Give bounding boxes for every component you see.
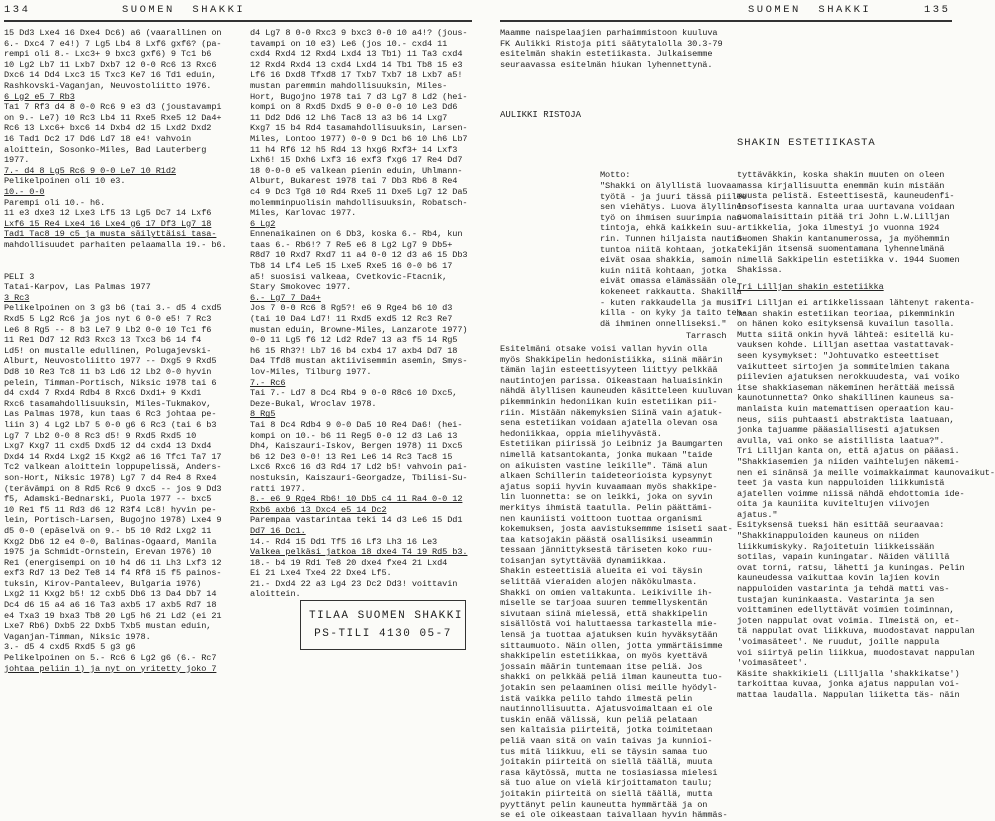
text-line: vaikutteet sirtojen ja sommitelmien takana (737, 361, 950, 372)
text-line: Lf6 16 Dxd8 Tfxd8 17 Txb7 Txb7 18 Lxb7 a5! (250, 70, 463, 81)
text-line: jotakin sen pelaaminen olisi meille hyödyl- (500, 683, 718, 693)
text-line: 14.- Rd4 15 Dd1 Tf5 16 Lf3 Lh3 16 Le3 (250, 536, 438, 547)
text-line: Lxe7 Rb6) Dxb5 22 Dxb5 Txb5 mustan eduin, (4, 621, 212, 632)
text-line: son-Hort, Niksic 1978) Lg7 7 d4 Re4 8 Rxe4 (4, 472, 217, 483)
game-notes-column-2 (250, 28, 486, 600)
text-line: tus mitä liikkuu, eli se täysin samaa tuo (500, 746, 708, 757)
text-line: 11 Re1 Dd7 12 Rd3 Rxc3 13 Txc3 b6 14 f4 (4, 335, 202, 346)
text-line: joten nappulat ovat voimia. Ilmeistä on, et- (737, 615, 960, 626)
text-line: dä ihminen onnelliseksi." (600, 318, 727, 329)
text-line: tessaan jännittyksestä täriseten koko ruu- (500, 545, 713, 556)
text-line: tä nappulat ovat liikkuva, muodostavat nappulan (737, 626, 975, 637)
text-line: Pelikelpoinen on 5.- Rc6 6 Lg2 g6 (6.- Rc7 (4, 653, 217, 664)
text-line: Ta1 7 Rf3 d4 8 0-0 Rc6 9 e3 d3 (joustavampi (4, 102, 222, 113)
text-line: eivät omassa elämässään ole (600, 276, 737, 287)
text-line: Dc4 d6 15 a4 a6 16 Ta3 axb5 17 axb5 Rd7 18 (4, 600, 217, 611)
text-line: cxd4 Rxd4 12 Rxd4 Lxd4 13 Tb1) 11 Ta3 cxd4 (250, 49, 463, 60)
text-line: shakkipelin estetiikkaa, on myös kyettävä (500, 651, 708, 662)
text-line: mustan eduin, Browne-Miles, Lanzarote 1977) (250, 324, 468, 335)
text-line: on hänen koko esityksensä kuvailun tasolla. (737, 319, 955, 330)
text-line: tämän lajin esteettisyyteen liittyy pelkkää (500, 365, 718, 376)
text-line: peliä vaan sitä on vain taivas ja kunnioi- (500, 735, 713, 746)
article-column-3 (500, 344, 733, 821)
text-line: työ on ihmisen suurimpia nau- (600, 212, 747, 223)
text-line: Mutta siitä onkin hyvä lähteä: esitellä ku- (737, 329, 955, 340)
text-line: toisanjan sytyttävää dynamiikkaa. (500, 555, 667, 566)
text-line: 8.- e6 9 Rge4 Rb6! 10 Db5 c4 11 Ra4 0-0 12 (250, 494, 463, 505)
text-line: Rxd5 5 Lg2 Rc6 ja jos nyt 6 0-0 e5! 7 Rc3 (4, 314, 212, 325)
text-line: kokeneet rakkautta. Shakilla (600, 286, 742, 297)
text-line: Alburt, Neuvostoliitto 1977 -- Dxg5 9 Rxd5 (4, 356, 217, 367)
text-line: kuin niitä kohtaan, jotka (600, 265, 727, 276)
text-line: manlaista kuin matemattisen operaation kau- (737, 403, 955, 414)
text-line: johtaa peliin 1) ja nyt on yritetty joko 7 (4, 663, 217, 674)
text-line: 6 Lg2 e5 7 Rb3 (4, 91, 75, 102)
motto-author: Tarrasch (686, 331, 727, 341)
text-line: Esitelmäni otsake voisi vallan hyvin olla (500, 344, 708, 354)
text-line: kokemuksen, josta aavistuksemmme isiseti saat- (500, 524, 733, 535)
text-line: tuntoa niitä kohtaan, jotka (600, 244, 737, 255)
text-line: liin 3) 4 Lg2 Lb7 5 0-0 g6 6 Rc3 (tai 6 b3 (4, 419, 217, 430)
text-line: teet ja vasta kun nappuloiden liikkumistä (737, 478, 945, 489)
text-line: nen kauniisti voittoon tuottaa organismi (500, 513, 703, 524)
text-line: 12 Rxd4 Rxd4 13 cxd4 Lxd4 14 Tb1 Tb8 15 e3 (250, 59, 463, 70)
subscription-line-2: PS-TILI 4130 05-7 (314, 628, 452, 640)
running-title-right: SUOMEN SHAKKI (748, 4, 872, 16)
text-line: sä tuo alue on vielä kirjoittamaton taulu; (500, 778, 713, 789)
text-line: 1975 ja Schmidt-Ornstein, Erevan 1976) 10 (4, 547, 212, 558)
header-rule-right (500, 20, 952, 22)
text-line: Jos 7 0-0 Rc6 8 Rg5?! e6 9 Rge4 b6 10 d3 (250, 303, 453, 314)
text-line: 1977. (4, 155, 30, 166)
text-line: Parempaa vastarintaa teki 14 d3 Le6 15 Dd1 (250, 515, 463, 526)
text-line: ajatus sopii hyvin kuvaamaan myös shakkipe- (500, 481, 718, 492)
text-line: exf3 Rd7 13 De2 Te8 14 f4 Rf8 15 f5 painos- (4, 568, 222, 579)
text-line: Tri Lilljan ei artikkelissaan lähtenyt rakenta- (737, 298, 975, 308)
text-line: voi siirtyä pelin liikkua, muodostavat nappulan (737, 647, 975, 658)
text-line: rempi oli 8.- Lxc3+ 9 bxc3 gxf6) 9 Tc1 b6 (4, 49, 212, 60)
text-line: Lxf6 15 Re4 Lxe4 16 Lxe4 g6 17 Df3 Lg7 18 (4, 218, 212, 229)
subscription-box (300, 600, 466, 650)
text-line: nimellä Sakkipelin estetiikka v. 1944 Suomen (737, 254, 960, 265)
text-line: lin luonnetta: se on leikki, joka on syvin (500, 492, 713, 503)
text-line: rin. Tunnen hiljaista nautin- (600, 233, 747, 244)
page-number-right: 135 (924, 4, 951, 16)
text-line: Suomen Shakin kantanumerossa, ja myöhemmin (737, 233, 950, 244)
text-line: shakki on pelkkää peliä ilman kauneutta tuo- (500, 672, 723, 683)
text-line: sen viehätys. Luova älyllinen (600, 202, 747, 213)
text-line: Dxd4 14 Rxd4 Lxg2 15 Kxg2 a6 16 Tfc1 Ta7 17 (4, 451, 222, 462)
text-line: massa kirjallisuutta enemmän kuin mistään (737, 180, 945, 191)
text-line: mattaa laudalla. Nappulan liiketta täs- näin (737, 689, 960, 700)
text-line: d5 0-0 (epäselvä on 9.- b5 10 Rd2 Lxg2 11 (4, 525, 212, 536)
text-line: maan shakin estetiikan teoriaa, pikemminkin (737, 308, 955, 319)
text-line: on aikuisten vastine leikille". Tämä alun (500, 460, 708, 471)
text-line (4, 250, 242, 261)
text-line: joitakin piirteitä on siellä täällä, muuta (500, 757, 713, 768)
text-line: Rashkovski-Vaganjan, Neuvostoliitto 1976. (4, 80, 212, 91)
text-line: d4 cxd4 7 Rxd4 Rdb4 8 Rxc6 Dxd1+ 9 Kxd1 (4, 388, 202, 399)
text-line: Tai 8 Dc4 Rdb4 9 0-0 Da5 10 Re4 Da6! (hei- (250, 419, 463, 430)
text-line: Dd8 10 Re3 Tc8 11 b3 Ld6 12 Lb2 0-0 hyvin (4, 367, 212, 377)
text-line: 15 Dd3 Lxe4 16 Dxe4 Dc6) a6 (vaarallinen on (4, 28, 222, 38)
text-line: aloittein. (250, 589, 301, 600)
text-line: 11 h4 Rf6 12 h5 Rd4 13 hxg6 Rxf3+ 14 Lxf3 (250, 144, 458, 155)
text-line: 11 e3 dxe3 12 Lxe3 Lf5 13 Lg5 Dc7 14 Lxf6 (4, 208, 212, 219)
text-line: jonka tajuamme pääasiallisesti ajatuksen (737, 425, 940, 436)
text-line: artikkelia, joka ilmestyi jo vuonna 1924 (737, 222, 940, 233)
text-line: pelein, Timman-Portisch, Niksic 1978 tai 6 (4, 377, 217, 388)
text-line: (terävämpi on 8 Rd5 Rc6 9 dxc5 -- jos 9 Dd3 (4, 483, 222, 494)
text-line: Ennenaikainen on 6 Db3, koska 6.- Rb4, kun (250, 229, 463, 240)
text-line: nostuksin, Kaiszauri-Georgadze, Tbilisi-Su- (250, 472, 468, 483)
text-line: 0-0 11 Lg5 f6 12 Ld2 Rde7 13 a3 f5 14 Rg5 (250, 335, 458, 346)
text-line: Tai 7.- Ld7 8 Dc4 Rb4 9 0-0 R8c6 10 Dxc5, (250, 388, 458, 399)
text-line: Alburt, Bukarest 1978 tai 7 Db3 Rb6 8 Re4 (250, 176, 458, 187)
text-line: nimellä katsantokanta, jonka mukaan "taide (500, 449, 713, 460)
text-line: Las Palmas 1978, kun taas 6 Rc3 johtaa pe- (4, 409, 217, 420)
text-line: Lxh6! 15 Dxh6 Lxf3 16 exf3 fxg6 17 Re4 Dd7 (250, 155, 463, 166)
text-line: piilevien ajatuksen nerokkuudesta, vai voiko (737, 372, 960, 383)
text-line: Ei 21 Lxe4 Txe4 22 Dxe4 Lf5. (250, 568, 392, 579)
text-line: sen kaltaisia piirteitä, jotka toimitetaan (500, 725, 713, 736)
text-line: Lxg2 11 Kxg2 b5! 12 cxb5 Db6 13 Da4 Db7 14 (4, 589, 217, 600)
text-line: 3 Rc3 (4, 292, 30, 303)
text-line: Lg7 7 Lb2 0-0 8 Rc3 d5! 9 Rxd5 Rxd5 10 (4, 430, 197, 441)
article-intro (500, 28, 730, 70)
article-column-4-intro (737, 170, 960, 276)
text-line: nautintojen parissa. Oikeastaan haluaisinkin (500, 375, 723, 386)
text-line: Kxg2 Db6 12 e4 0-0, Balinas-Ogaard, Manila (4, 536, 217, 547)
motto-label: Motto: (600, 170, 631, 180)
text-line: merkitys ihmistä taatulla. Pelin päättämi- (500, 502, 713, 513)
text-line: taas 6.- Rb6!? 7 Re5 e6 8 Lg2 Lg7 9 Db5+ (250, 239, 453, 250)
text-line: Dxc6 14 Dd4 Lxc3 15 Txc3 Ke7 16 Td1 eduin, (4, 70, 217, 81)
text-line: Tb8 14 Lf4 Le5 15 Lxe5 Rxe5 16 0-0 b6 17 (250, 261, 453, 272)
text-line: selittää vieraiden alojen näkökulmasta. (500, 577, 698, 588)
text-line: Pelikelpoinen oli 10 e3. (4, 176, 126, 187)
text-line: Hort, Bugojno 1978 tai 7 d3 Lg7 8 Ld2 (hei- (250, 91, 468, 102)
text-line: lein, Portisch-Larsen, Bugojno 1978) Lxe4 9 (4, 515, 222, 526)
text-line: ratti 1977. (250, 483, 306, 494)
text-line: suomalaisittain pitää tri John L.W.Lilljan (737, 212, 950, 223)
text-line: sotilas, vapain kuningatar. Näiden välillä (737, 552, 950, 563)
text-line: tavampi on 10 e3) Le6 (jos 10.- cxd4 11 (250, 38, 448, 49)
text-line: Rxc6 tasamahdollisuuksin, Miles-Tukmakov, (4, 398, 212, 409)
text-line: Vaganjan-Timman, Niksic 1978. (4, 631, 151, 642)
text-line: Ld5! on mustalle edullinen, Polugajevski- (4, 345, 212, 356)
text-line: 'voimasäteet'. (737, 658, 808, 669)
game-notes-column-1 (4, 28, 242, 674)
text-line: nen ei sinänsä ja meille voimakkaimmat kaunovaikut- (737, 467, 995, 478)
text-line: kauneudessa vaikuttaa kovin lajien kovin (737, 573, 940, 584)
text-line: se ei ole oikeastaan taivallaan hyvin hämmäs- (500, 810, 728, 821)
text-line: esitelmän shakin estetiikasta. Julkaisemme (500, 49, 713, 60)
text-line (4, 261, 242, 272)
text-line: Da4 Tfd8 mustan aktiivisemmin asemin, Smys- (250, 356, 468, 367)
text-line: myös Shakkipelin hedonistiikka, siinä määrin (500, 354, 723, 365)
text-line: a5! suosisi valkeaa, Cvetkovic-Ftacnik, (250, 271, 448, 282)
text-line: ovat torni, ratsu, lähetti ja kuningas. Pelin (737, 562, 965, 573)
text-line: Miles, Lontoo 1977) 0-0 9 Dc1 b6 10 Lh6 Lb7 (250, 133, 468, 144)
text-line: on 9.- Le7) 10 Rc3 Lb4 11 Rxe5 Rxe5 12 Da4+ (4, 112, 222, 123)
text-line: eivät osaa shakkia, samoin (600, 255, 732, 266)
text-line: vauksen kohde. Lilljan asettaa vastattavak- (737, 340, 955, 351)
text-line: jossain määrin tuntemaan itse peliä. Jos (500, 661, 703, 672)
text-line: b6 12 De3 0-0! 13 Re1 Le6 14 Rc3 Tac8 15 (250, 451, 453, 462)
text-line: d4 Lg7 8 0-0 Rxc3 9 bxc3 0-0 10 a4!? (jous- (250, 28, 468, 38)
text-line: Shakissa. (737, 265, 783, 276)
text-line: neus, siis puhtaasti abstraktista laatuaan, (737, 414, 955, 425)
text-line: oita ja kauniita kuviteltujen viivojen (737, 499, 930, 510)
article-title: SHAKIN ESTETIIKASTA (737, 137, 876, 149)
text-line: Lxg7 Kxg7 11 cxd5 Dxd5 12 d4 cxd4 13 Dxd4 (4, 441, 212, 452)
text-line: Miles, Karlovac 1977. (250, 208, 357, 219)
text-line: Re1 (energisempi on 10 h4 d6 11 Lh3 Lxf3 12 (4, 557, 222, 568)
text-line: seuraavassa esitelmän hiukan lyhennettynä. (500, 59, 713, 70)
text-line: 16 Tad1 Dc2 17 Dd6 Ld7 18 e4! vahvoin (4, 133, 192, 144)
text-line: tarkoittaa kuvaa, jonka ajatus nappulan voi- (737, 679, 960, 690)
text-line: avulla, vai onko se aistillista laatua?". (737, 435, 945, 446)
text-line: miselle se tarjoaa suuren temmellyskentän (500, 598, 708, 609)
text-line: mustan paremmin mahdollisuuksin, Miles- (250, 80, 448, 91)
text-line: istä vaikka pelilo tahdo ilmestä pelin (500, 693, 693, 704)
text-line: nappuloiden vastarinta ja tehdä matti vas- (737, 584, 950, 595)
text-line: Valkea pelkäsi jatkoa 18 dxe4 T4 19 Rd5 b3. (250, 547, 468, 558)
text-line: 6 Lg2 (250, 218, 276, 229)
text-line: rasa käytössä, mutta ne tosiasiassa mielesi (500, 767, 718, 778)
text-line: sisällöstä voi haluttaessa tarkastella mie- (500, 619, 718, 630)
text-line: "Shakki on älyllistä luovaa (600, 181, 737, 191)
text-line: tuskin enää välissä, kun peliä pelataan (500, 714, 698, 725)
subscription-line-1: TILAA SUOMEN SHAKKI (309, 610, 463, 622)
text-line: alkaen Schillerin taideteorioista kypsynyt (500, 471, 713, 482)
text-line: muusta pelistä. Esteettisestä, kauneudenfi- (737, 191, 955, 202)
text-line: PELI 3 (4, 271, 35, 282)
text-line: Rc6 13 Lxc6+ bxc6 14 Dxb4 d2 15 Lxd2 Dxd2 (4, 123, 212, 134)
text-line: - kuten rakkaudella ja musii- (600, 297, 747, 308)
text-line: Parempi oli 10.- h6. (4, 197, 106, 208)
author-heading: AULIKKI RISTOJA (500, 110, 582, 120)
text-line: R8d7 10 Rxd7 Rxd7 11 a4 0-0 12 d3 a6 15 Db3 (250, 250, 468, 261)
text-line: sena estetiikan voidaan ajatella olevan osa (500, 418, 718, 429)
text-line: kaunotunnetta? Onko shakillinen kauneus sa- (737, 393, 955, 404)
text-line: sivutaan siinä mielessä, että shakkipelin (500, 608, 708, 619)
text-line: tekijän itsensä suomentamana lyhennelmänä (737, 244, 945, 255)
text-line: työtä - ja juuri tässä piilee (600, 191, 747, 202)
text-line: Kxg7 15 b4 Rd4 tasamahdollisuuksin, Larsen- (250, 123, 468, 134)
text-line: 'voimasäteet'. Ne ruudut, joille nappula (737, 637, 940, 647)
text-line: 3.- d5 4 cxd5 Rxd5 5 g3 g6 (4, 642, 136, 653)
text-line: e4 Txa3 19 bxa3 Tb8 20 Lg5 h6 21 Ld2 (ei 21 (4, 610, 222, 621)
text-line: 11 Dd2 Dd6 12 Lh6 Tac8 13 a3 b6 14 Lxg7 (250, 112, 448, 123)
text-line: killa - on kyky ja taito teh- (600, 308, 747, 319)
text-line: 18 0-0-0 e5 valkean pienin eduin, Uhlmann- (250, 165, 463, 176)
text-line: f5, Adamski-Bednarski, Puola 1977 -- bxc5 (4, 494, 212, 505)
text-line: pikemminkin hedoniikan kuin estetiikan pii- (500, 396, 718, 407)
text-line: Tad1 Tac8 19 c5 ja musta säilyttäisi tasa- (4, 229, 217, 240)
subheading: Tri Lilljan shakin estetiikka (737, 282, 884, 292)
text-line: (tai 10 Da4 Ld7! 11 Rxd5 exd5 12 Rc3 Re7 (250, 314, 453, 325)
motto-quote (600, 181, 746, 329)
text-line: Pelikelpoinen on 3 g3 b6 (tai 3.- d5 4 cxd5 (4, 303, 222, 314)
text-line: Tri Lilljan kanta on, että ajatus on pääasi. (737, 446, 960, 457)
running-title-left: SUOMEN SHAKKI (122, 4, 246, 16)
text-line: Deze-Bukal, Wroclav 1978. (250, 398, 377, 409)
text-line: itse shakkiaseman näkeminen herättää meissä (737, 382, 955, 393)
text-line: tuksin, Kirov-Pantaleev, Bulgaria 1976) (4, 578, 202, 589)
text-line: Shakki on omien valtakunta. Leikiville ih- (500, 587, 713, 598)
text-line: Tc2 valkean aloittein loppupelissä, Anders- (4, 462, 222, 473)
text-line: ajatellen voimme niissä nähdä ehdottomia ide- (737, 488, 965, 499)
header-rule-left (4, 20, 472, 22)
text-line: kompi on 10.- b6 11 Reg5 0-0 12 d3 La6 13 (250, 430, 458, 441)
text-line: Estetiikan piirissä jo Leibniz ja Baumgarten (500, 439, 723, 450)
text-line: Shakin esteettisiä alueita ei voi täysin (500, 566, 703, 577)
text-line: liikkumiskyky. Rajoitetuin liikkeissään (737, 541, 935, 552)
text-line: "Shakkinappuloiden kauneus on niiden (737, 531, 920, 542)
text-line: joitakin piirteitä on siellä täällä, mutta (500, 788, 713, 799)
text-line: 18.- b4 19 Rd1 Te8 20 dxe4 fxe4 21 Lxd4 (250, 557, 448, 568)
text-line: pyyttänyt pelin kauneutta hymmärtää ja on (500, 799, 708, 810)
text-line: aloittein, Sosonko-Miles, Bad Lauterberg (4, 144, 207, 155)
text-line: hedoniikkaa, oppia mielihyvästä. (500, 428, 662, 439)
text-line: riin. Mistään näkemyksien Siinä vain ajatuk- (500, 407, 723, 418)
text-line: 10 Lg2 Lb7 11 Lxb7 Dxb7 12 0-0 Rc6 13 Rxc6 (4, 59, 217, 70)
text-line: kompi on 8 Rxd5 Dxd5 9 0-0 0-0 10 Le3 Dd6 (250, 102, 458, 113)
text-line: seen kysymykset: "Johtuvatko esteettiset (737, 350, 940, 361)
text-line: nähdä älyllisen kauneuden käsitteleen kuuluvan (500, 386, 733, 397)
page-number-left: 134 (4, 4, 31, 16)
text-line: voittaminen edellyttävät voimien toiminnan, (737, 605, 955, 616)
text-line: 6.- Dxc4 7 e4!) 7 Lg5 Lb4 8 Lxf6 gxf6? (pa- (4, 38, 222, 49)
text-line: Rxb6 axb6 13 Dxc4 e5 14 Dc2 (250, 504, 387, 515)
text-line: Käsite shakkikieli (Lilljalla 'shakkikatse') (737, 668, 960, 679)
text-line: 10 Re1 f5 11 Rd3 d6 12 R3f4 Lc8! hyvin pe- (4, 504, 217, 515)
text-line: 7.- Rc6 (250, 377, 286, 388)
text-line: 8 Rg5 (250, 409, 276, 420)
text-line: Maamme naispelaajien parhaimmistoon kuuluva (500, 28, 718, 38)
text-line: tustajan kuninkaasta. Vastarinta ja sen (737, 594, 935, 605)
text-line: Lxc6 Rxc6 16 d3 Rd4 17 Ld2 b5! vahvoin pai- (250, 462, 468, 473)
text-line: Tatai-Karpov, Las Palmas 1977 (4, 282, 151, 293)
text-line: mahdollisuudet parhaiten pelaamalla 19.- b6. (4, 239, 227, 250)
text-line: lov-Miles, Tilburg 1977. (250, 367, 372, 377)
text-line: 7.- d4 8 Lg5 Rc6 9 0-0 Le7 10 R1d2 (4, 165, 176, 176)
text-line: 21.- Dxd4 22 a3 Lg4 23 Dc2 Dd3! voittavin (250, 578, 458, 589)
text-line: Dd7 16 Dc1. (250, 525, 306, 536)
text-line: Dh4, Kaiszauri-Iskov, Bergen 1978) 11 Dxc5 (250, 441, 463, 452)
text-line: nautinnollisuutta. Ajatusvoimaltaan ei ole (500, 704, 713, 715)
text-line: c4 9 Dc3 Tg8 10 Rd4 Rxe5 11 Dxe5 Lg7 12 Da5 (250, 186, 468, 197)
text-line: h6 15 Rh3?! Lb7 16 b4 cxb4 17 axb4 Dd7 18 (250, 345, 458, 356)
text-line: taa katsojakin päästä osallisiksi useammin (500, 534, 713, 545)
text-line: Le6 8 Rg5 -- 8 b3 Le7 9 Lb2 0-0 10 Tc1 f6 (4, 324, 212, 335)
text-line: molemminpuolisin mahdollisuuksin, Robatsch- (250, 197, 468, 208)
text-line: ajatus." (737, 509, 778, 520)
text-line: tintoja, ehkä kaikkein suu- (600, 223, 737, 234)
text-line: 10.- 0-0 (4, 186, 45, 197)
text-line: tyttäväkkin, koska shakin muuten on oleen (737, 170, 945, 180)
text-line: Esityksensä tueksi hän esittää seuraavaa: (737, 520, 945, 531)
text-line: lensä ja tuottaa ajatuksen kuin hyväksytään (500, 630, 718, 641)
text-line: 6.- Lg7 7 Da4+ (250, 292, 321, 303)
text-line: FK Aulikki Ristoja piti säätytalolla 30.3-79 (500, 38, 723, 49)
text-line: Stary Smokovec 1977. (250, 282, 352, 293)
article-column-4 (737, 298, 995, 701)
text-line: losofisesta kannalta uraa uurtavana voidaan (737, 201, 955, 212)
text-line: "Shakkiasemien ja niiden vaihtelujen näkemi- (737, 456, 960, 467)
text-line: sittaumuoto. Näin ollen, jotta ymmärtäisimme (500, 640, 723, 651)
